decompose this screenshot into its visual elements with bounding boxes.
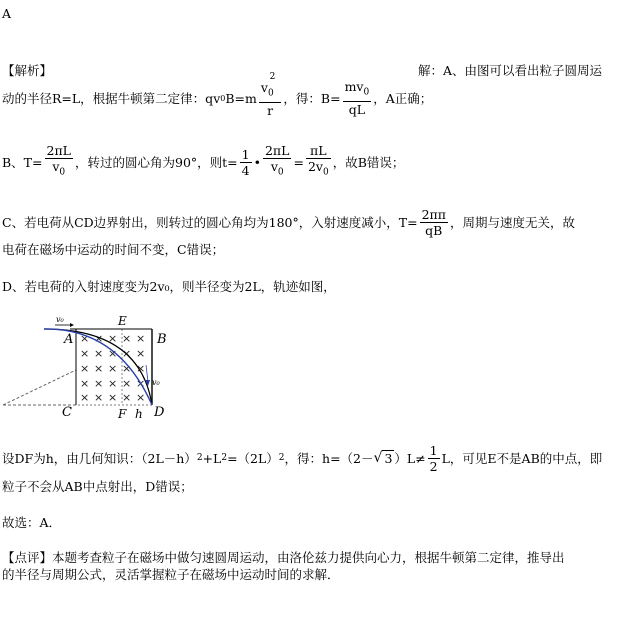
frac-den: r	[267, 102, 274, 118]
label-v0-top: v₀	[56, 315, 64, 324]
frac-den-sub: 0	[59, 167, 66, 178]
field-cross: ×	[94, 391, 104, 404]
arrowhead-top	[70, 323, 74, 327]
frac-den: 2v	[307, 159, 323, 175]
line2-text-d: ，A正确；	[373, 91, 433, 106]
frac-num: 2πL	[46, 143, 71, 159]
field-cross: ×	[80, 332, 90, 345]
analysis-line7	[2, 438, 602, 478]
velocity-arrow-right	[146, 365, 148, 382]
line7-sup3: 2	[278, 453, 285, 463]
frac-den: v	[52, 159, 60, 175]
line7-sup2: 2	[221, 453, 228, 463]
line4-text-b: ，周期与速度无关，故	[449, 215, 575, 230]
line3-text-c: ，故B错误；	[332, 155, 405, 170]
fraction-v0sq-over-r	[259, 72, 282, 118]
frac-num: 2ππ	[421, 206, 446, 222]
fraction-piL-over-2v0	[306, 143, 331, 181]
field-cross: ×	[136, 377, 146, 390]
frac-den-sub: 0	[322, 167, 329, 178]
frac-den: qB	[425, 222, 443, 238]
label-B: B	[157, 332, 167, 347]
field-cross: ×	[94, 332, 104, 345]
comment-line2: 的半径与周期公式，灵活掌握粒子在磁场中运动时间的求解．	[2, 567, 340, 582]
frac-den: qL	[348, 101, 366, 117]
fraction-mv0-over-qL	[343, 79, 372, 117]
dashed-radius	[3, 370, 76, 405]
label-C: C	[62, 405, 72, 420]
analysis-line2	[2, 72, 433, 120]
line3-text-a: B、T=	[2, 155, 43, 170]
frac-num: mv	[344, 79, 364, 95]
field-cross: ×	[122, 332, 132, 345]
field-cross: ×	[80, 347, 90, 360]
field-cross: ×	[122, 362, 132, 375]
frac-num: v	[260, 80, 268, 96]
field-cross: ×	[136, 391, 146, 404]
field-cross: ×	[108, 362, 118, 375]
line2-text-c: ，得：B=	[283, 91, 341, 106]
frac-den: 2	[429, 458, 438, 474]
field-cross: ×	[122, 391, 132, 404]
field-cross: ×	[122, 347, 132, 360]
field-cross: ×	[122, 377, 132, 390]
frac-den: 4	[241, 162, 250, 178]
line2-text-b: B=m	[225, 90, 257, 106]
field-cross: ×	[94, 347, 104, 360]
frac-den: v	[270, 159, 278, 175]
line7-text-e: ）L≠	[394, 451, 426, 466]
line7-sup1: 2	[196, 453, 203, 463]
label-E: E	[118, 314, 127, 328]
field-cross: ×	[94, 377, 104, 390]
field-cross: ×	[108, 377, 118, 390]
label-v0-right: v₀	[152, 378, 160, 387]
field-cross: ×	[80, 362, 90, 375]
field-cross: ×	[108, 391, 118, 404]
line7-text-c: =（2L）	[227, 451, 279, 466]
field-cross: ×	[94, 362, 104, 375]
frac-num: πL	[306, 143, 331, 159]
field-cross: ×	[136, 347, 146, 360]
comment-text-1: 本题考查粒子在磁场中做匀速圆周运动，由洛伦兹力提供向心力，根据牛顿第二定律，推导出	[52, 550, 565, 565]
comment-tag: 【点评】	[2, 550, 53, 565]
frac-num-sub: 0	[267, 88, 274, 99]
analysis-tag: 【解析】	[2, 63, 53, 78]
label-F: F	[118, 407, 127, 420]
analysis-line9: 故选：A．	[2, 515, 62, 530]
trajectory-figure	[0, 310, 180, 420]
frac-num: 2πL	[264, 143, 290, 159]
analysis-line8: 粒子不会从AB中点射出，D错误；	[2, 479, 193, 494]
label-D: D	[154, 405, 165, 420]
comment-line1	[2, 548, 565, 566]
line3-text-b: ，转过的圆心角为90°，则t=	[74, 155, 238, 170]
line3-dot: •	[253, 154, 261, 170]
fraction-2piL-over-v0-b	[263, 143, 291, 181]
analysis-line3	[2, 142, 404, 182]
field-cross: ×	[80, 391, 90, 404]
frac-num-sup: 2	[269, 72, 276, 83]
field-cross: ×	[136, 362, 146, 375]
line3-equals: =	[293, 154, 304, 170]
label-A: A	[64, 332, 74, 347]
fraction-1-over-4	[240, 147, 252, 178]
field-cross: ×	[136, 332, 146, 345]
line7-text-a: 设DF为h，由几何知识：（2L－h）	[2, 451, 197, 466]
frac-num-sub: 0	[363, 87, 370, 98]
frac-num: 1	[429, 442, 438, 458]
field-cross: ×	[108, 332, 118, 345]
magnetic-field-crosses	[80, 332, 145, 404]
label-h: h	[135, 407, 143, 420]
fraction-1-over-2	[428, 443, 440, 474]
analysis-line4	[2, 204, 575, 240]
answer-letter: A	[2, 6, 12, 21]
analysis-line1-right: 解：A、由图可以看出粒子圆周运	[418, 63, 603, 78]
line7-text-d: ，得：h=（2－	[284, 451, 374, 466]
fraction-2piL-over-v0	[45, 143, 73, 181]
frac-num: 1	[241, 146, 250, 162]
field-cross: ×	[80, 377, 90, 390]
sqrt-symbol: √	[373, 450, 383, 466]
line7-text-f: L，可见E不是AB的中点，即	[441, 451, 603, 466]
sqrt-body: 3	[384, 451, 393, 466]
field-cross: ×	[108, 347, 118, 360]
analysis-line5: 电荷在磁场中运动的时间不变，C错误；	[2, 242, 225, 257]
frac-den-sub: 0	[277, 167, 284, 178]
line7-text-b: +L	[202, 450, 222, 466]
analysis-line6: D、若电荷的入射速度变为2v₀，则半径变为2L，轨迹如图，	[2, 279, 336, 294]
line4-text-a: C、若电荷从CD边界射出，则转过的圆心角均为180°，入射速度减小，T=	[2, 215, 418, 230]
line2-text-a: 动的半径R=L，根据牛顿第二定律：qv	[2, 91, 221, 106]
line2-sup-zero: 0	[220, 93, 226, 103]
fraction-2pipi-over-qB	[420, 207, 448, 238]
